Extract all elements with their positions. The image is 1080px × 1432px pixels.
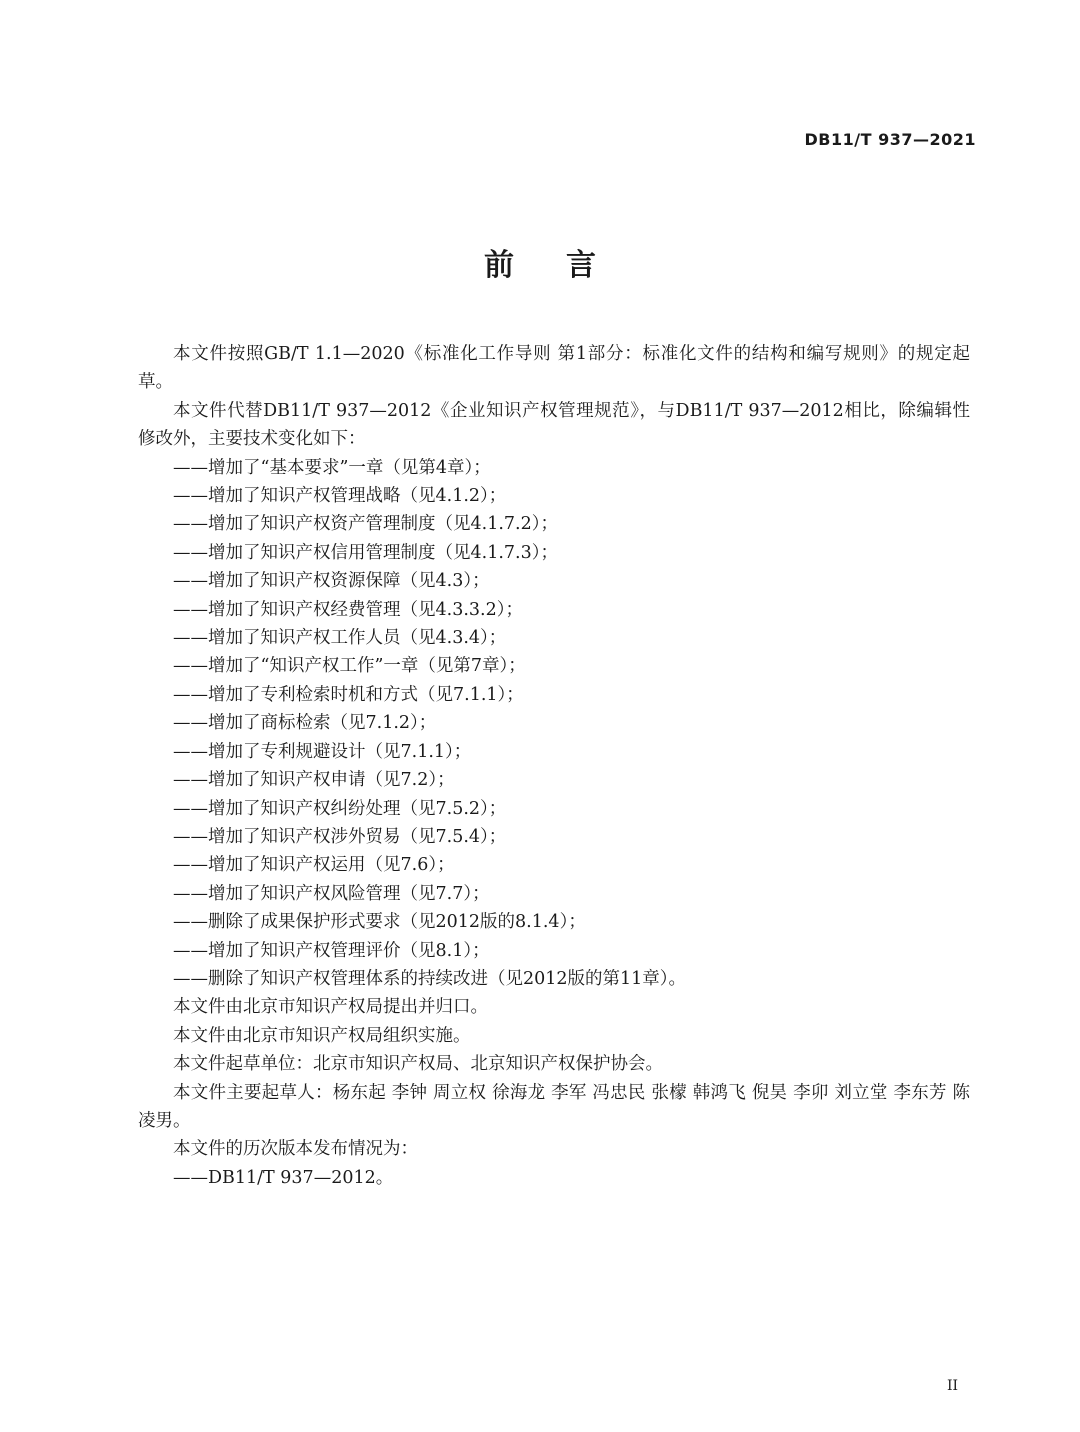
change-item: ——删除了成果保护形式要求（见2012版的8.1.4）； — [173, 912, 586, 933]
change-item: ——增加了知识产权经费管理（见4.3.3.2）； — [173, 599, 523, 620]
change-item: ——增加了知识产权工作人员（见4.3.4）； — [173, 628, 507, 649]
change-item: ——删除了知识产权管理体系的持续改进（见2012版的第11章）。 — [173, 968, 687, 989]
page-title: 前言 — [484, 248, 648, 283]
change-item: ——增加了“知识产权工作”一章（见第7章）； — [173, 656, 526, 677]
body-paragraph: 本文件起草单位：北京市知识产权局、北京知识产权保护协会。 — [173, 1054, 663, 1075]
change-item: ——增加了知识产权管理战略（见4.1.2）； — [173, 486, 507, 507]
change-item: ——增加了知识产权信用管理制度（见4.1.7.3）； — [173, 542, 558, 563]
change-item: ——增加了知识产权申请（见7.2）； — [173, 770, 455, 791]
change-item: ——增加了专利规避设计（见7.1.1）； — [173, 741, 472, 762]
drafters-paragraph: 本文件主要起草人：杨东起 李钟 周立权 徐海龙 李军 冯忠民 张檬 韩鸿飞 倪昊 李卯 刘立堂 李东芳 陈凌男。 — [138, 1082, 970, 1131]
body-paragraph: 本文件的历次版本发布情况为： — [173, 1139, 418, 1160]
body-paragraph: 本文件由北京市知识产权局提出并归口。 — [173, 997, 488, 1018]
change-item: ——增加了专利检索时机和方式（见7.1.1）； — [173, 684, 524, 705]
change-item: ——增加了“基本要求”一章（见第4章）； — [173, 457, 491, 478]
document-body — [138, 340, 970, 1192]
change-item: ——增加了知识产权风险管理（见7.7）； — [173, 883, 490, 904]
change-item: ——增加了知识产权管理评价（见8.1）； — [173, 940, 490, 961]
page-number: II — [946, 1378, 958, 1394]
history-list — [138, 1164, 970, 1192]
change-item: ——增加了知识产权涉外贸易（见7.5.4）； — [173, 826, 507, 847]
history-item: ——DB11/T 937—2012。 — [173, 1167, 394, 1188]
body-paragraph: 本文件由北京市知识产权局组织实施。 — [173, 1025, 471, 1046]
intro-paragraph: 本文件按照GB/T 1.1—2020《标准化工作导则 第1部分：标准化文件的结构和编写规则》的规定起草。 — [138, 344, 970, 393]
change-item: ——增加了知识产权资产管理制度（见4.1.7.2）； — [173, 514, 558, 535]
changes-list — [138, 454, 970, 994]
change-item: ——增加了商标检索（见7.1.2）； — [173, 713, 437, 734]
change-item: ——增加了知识产权资源保障（见4.3）； — [173, 571, 490, 592]
intro-paragraph: 本文件代替DB11/T 937—2012《企业知识产权管理规范》，与DB11/T 937—2012相比，除编辑性修改外，主要技术变化如下： — [138, 400, 970, 450]
change-item: ——增加了知识产权纠纷处理（见7.5.2）； — [173, 798, 507, 819]
document-code: DB11/T 937—2021 — [804, 130, 976, 149]
change-item: ——增加了知识产权运用（见7.6）； — [173, 855, 455, 876]
